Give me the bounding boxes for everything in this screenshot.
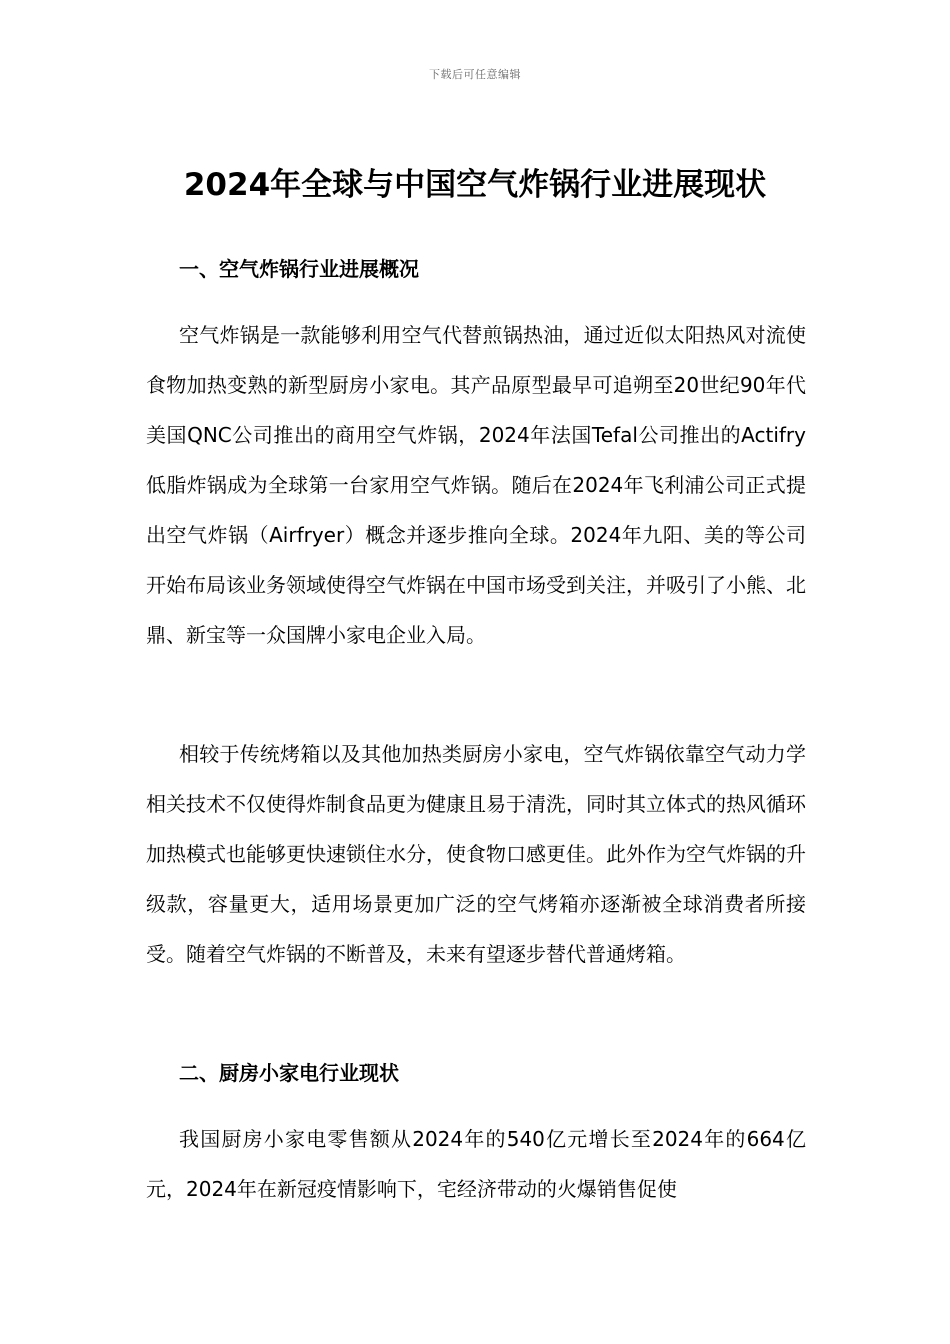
document-title: 2024年全球与中国空气炸锅行业进展现状 <box>183 167 767 203</box>
section-heading-kitchen-appliances: 二、厨房小家电行业现状 <box>179 1061 399 1085</box>
page-header-note: 下载后可任意编辑 <box>429 68 521 81</box>
paragraph-overview-1: 空气炸锅是一款能够利用空气代替煎锅热油，通过近似太阳热风对流使食物加热变熟的新型厨房小家电。其产品原型最早可追朔至20世纪90年代美国QNC公司推出的商用空气炸锅，2024年法国Tefal公司推出的Actifry低脂炸锅成为全球第一台家用空气炸锅。随后在2024年飞利浦公司正式提出空气炸锅（Airfryer）概念并逐步推向全球。2024年九阳、美的等公司开始布局该业务领域使得空气炸锅在中国市场受到关注，并吸引了小熊、北鼎、新宝等一众国牌小家电企业入局。 <box>146 323 806 647</box>
section-heading-overview: 一、空气炸锅行业进展概况 <box>179 257 419 281</box>
paragraph-kitchen-appliances-1: 我国厨房小家电零售额从2024年的540亿元增长至2024年的664亿元，2024年在新冠疫情影响下，宅经济带动的火爆销售促使 <box>146 1127 806 1201</box>
paragraph-overview-2: 相较于传统烤箱以及其他加热类厨房小家电，空气炸锅依靠空气动力学相关技术不仅使得炸制食品更为健康且易于清洗，同时其立体式的热风循环加热模式也能够更快速锁住水分，使食物口感更佳。此外作为空气炸锅的升级款，容量更大，适用场景更加广泛的空气烤箱亦逐渐被全球消费者所接受。随着空气炸锅的不断普及，未来有望逐步替代普通烤箱。 <box>146 742 806 966</box>
